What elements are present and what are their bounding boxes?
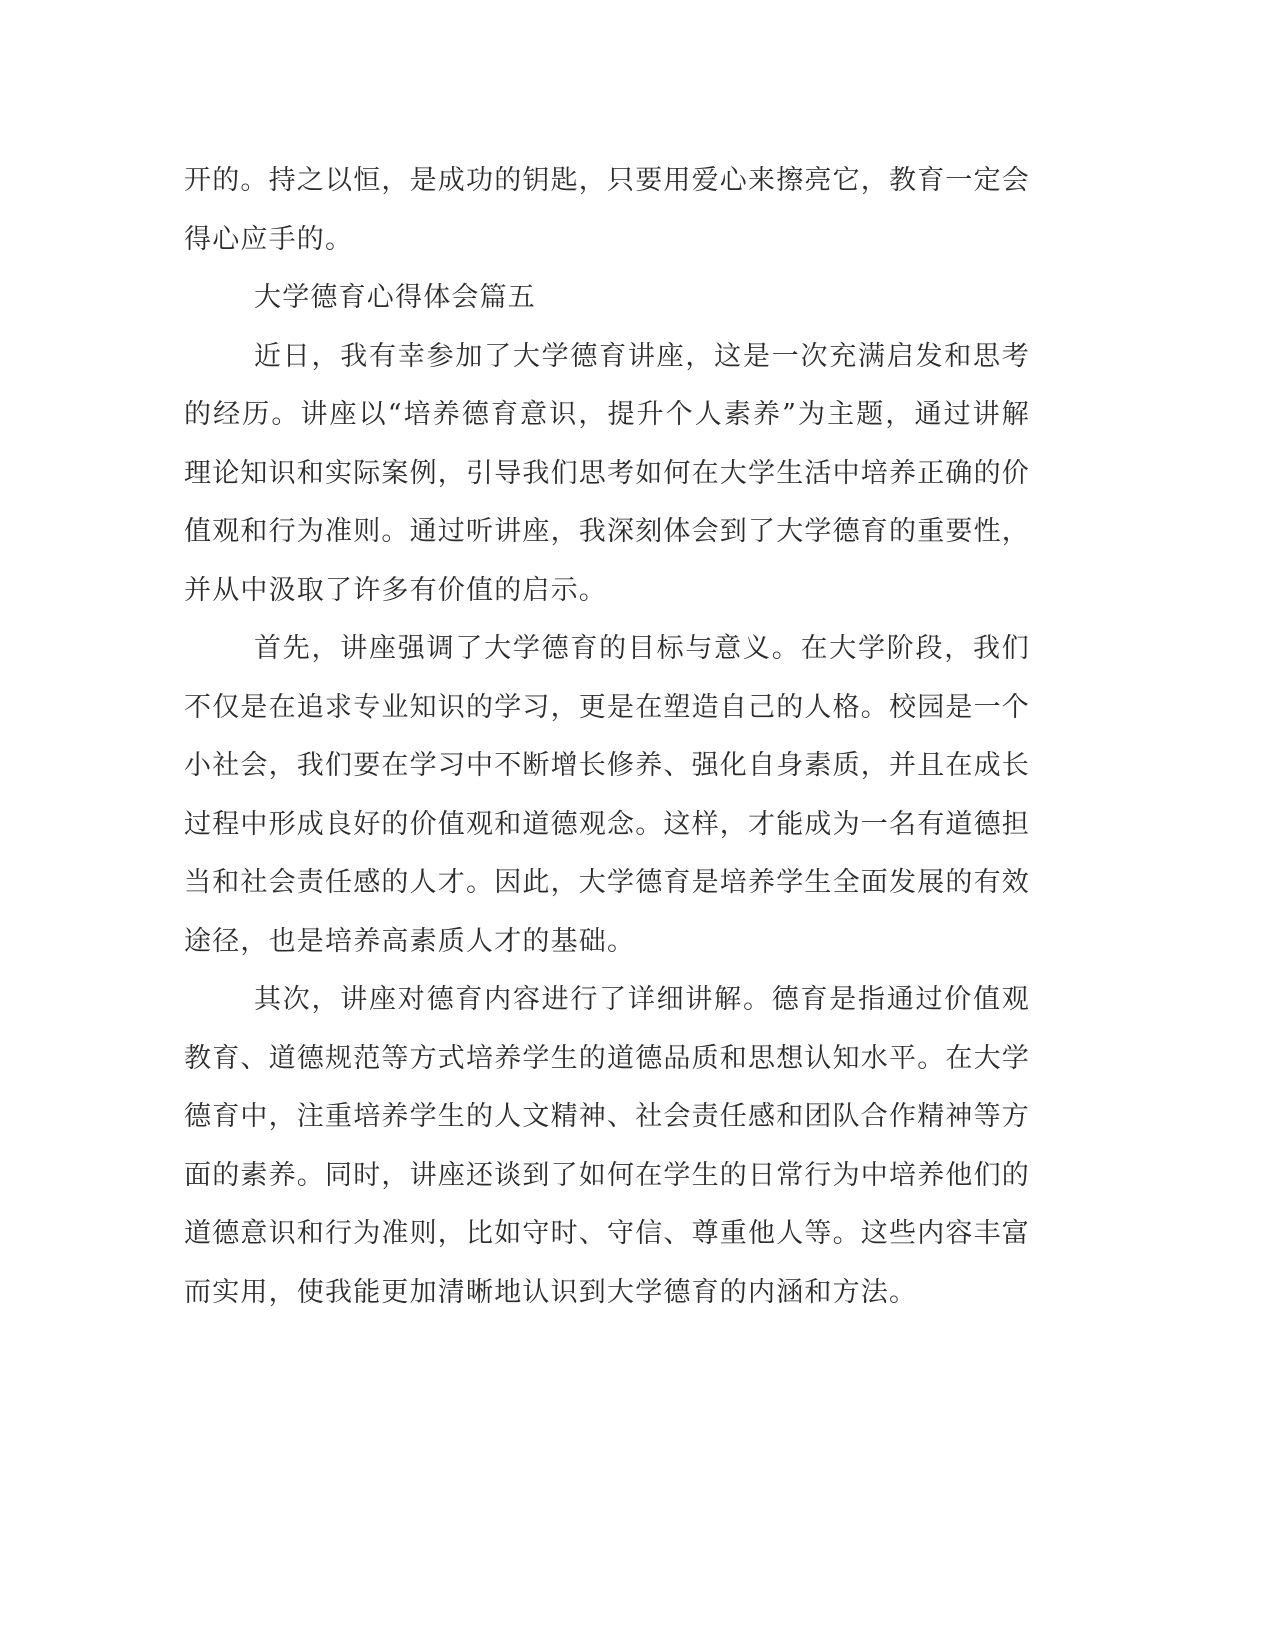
document-body xyxy=(184,152,1030,1322)
paragraph-intro: 近日，我有幸参加了大学德育讲座，这是一次充满启发和思考的经历。讲座以“培养德育意识，提升个人素养”为主题，通过讲解理论知识和实际案例，引导我们思考如何在大学生活中培养正确的价值观和行为准则。通过听讲座，我深刻体会到了大学德育的重要性，并从中汲取了许多有价值的启示。 xyxy=(184,340,1030,606)
paragraph-first-point: 首先，讲座强调了大学德育的目标与意义。在大学阶段，我们不仅是在追求专业知识的学习，更是在塑造自己的人格。校园是一个小社会，我们要在学习中不断增长修养、强化自身素质，并且在成长过程中形成良好的价值观和道德观念。这样，才能成为一名有道德担当和社会责任感的人才。因此，大学德育是培养学生全面发展的有效途径，也是培养高素质人才的基础。 xyxy=(184,633,1030,957)
paragraph-continuation: 开的。持之以恒，是成功的钥匙，只要用爱心来擦亮它，教育一定会得心应手的。 xyxy=(184,165,1030,255)
paragraph-second-point: 其次，讲座对德育内容进行了详细讲解。德育是指通过价值观教育、道德规范等方式培养学生的道德品质和思想认知水平。在大学德育中，注重培养学生的人文精神、社会责任感和团队合作精神等方面的素养。同时，讲座还谈到了如何在学生的日常行为中培养他们的道德意识和行为准则，比如守时、守信、尊重他人等。这些内容丰富而实用，使我能更加清晰地认识到大学德育的内涵和方法。 xyxy=(184,984,1030,1308)
section-heading: 大学德育心得体会篇五 xyxy=(254,282,536,313)
